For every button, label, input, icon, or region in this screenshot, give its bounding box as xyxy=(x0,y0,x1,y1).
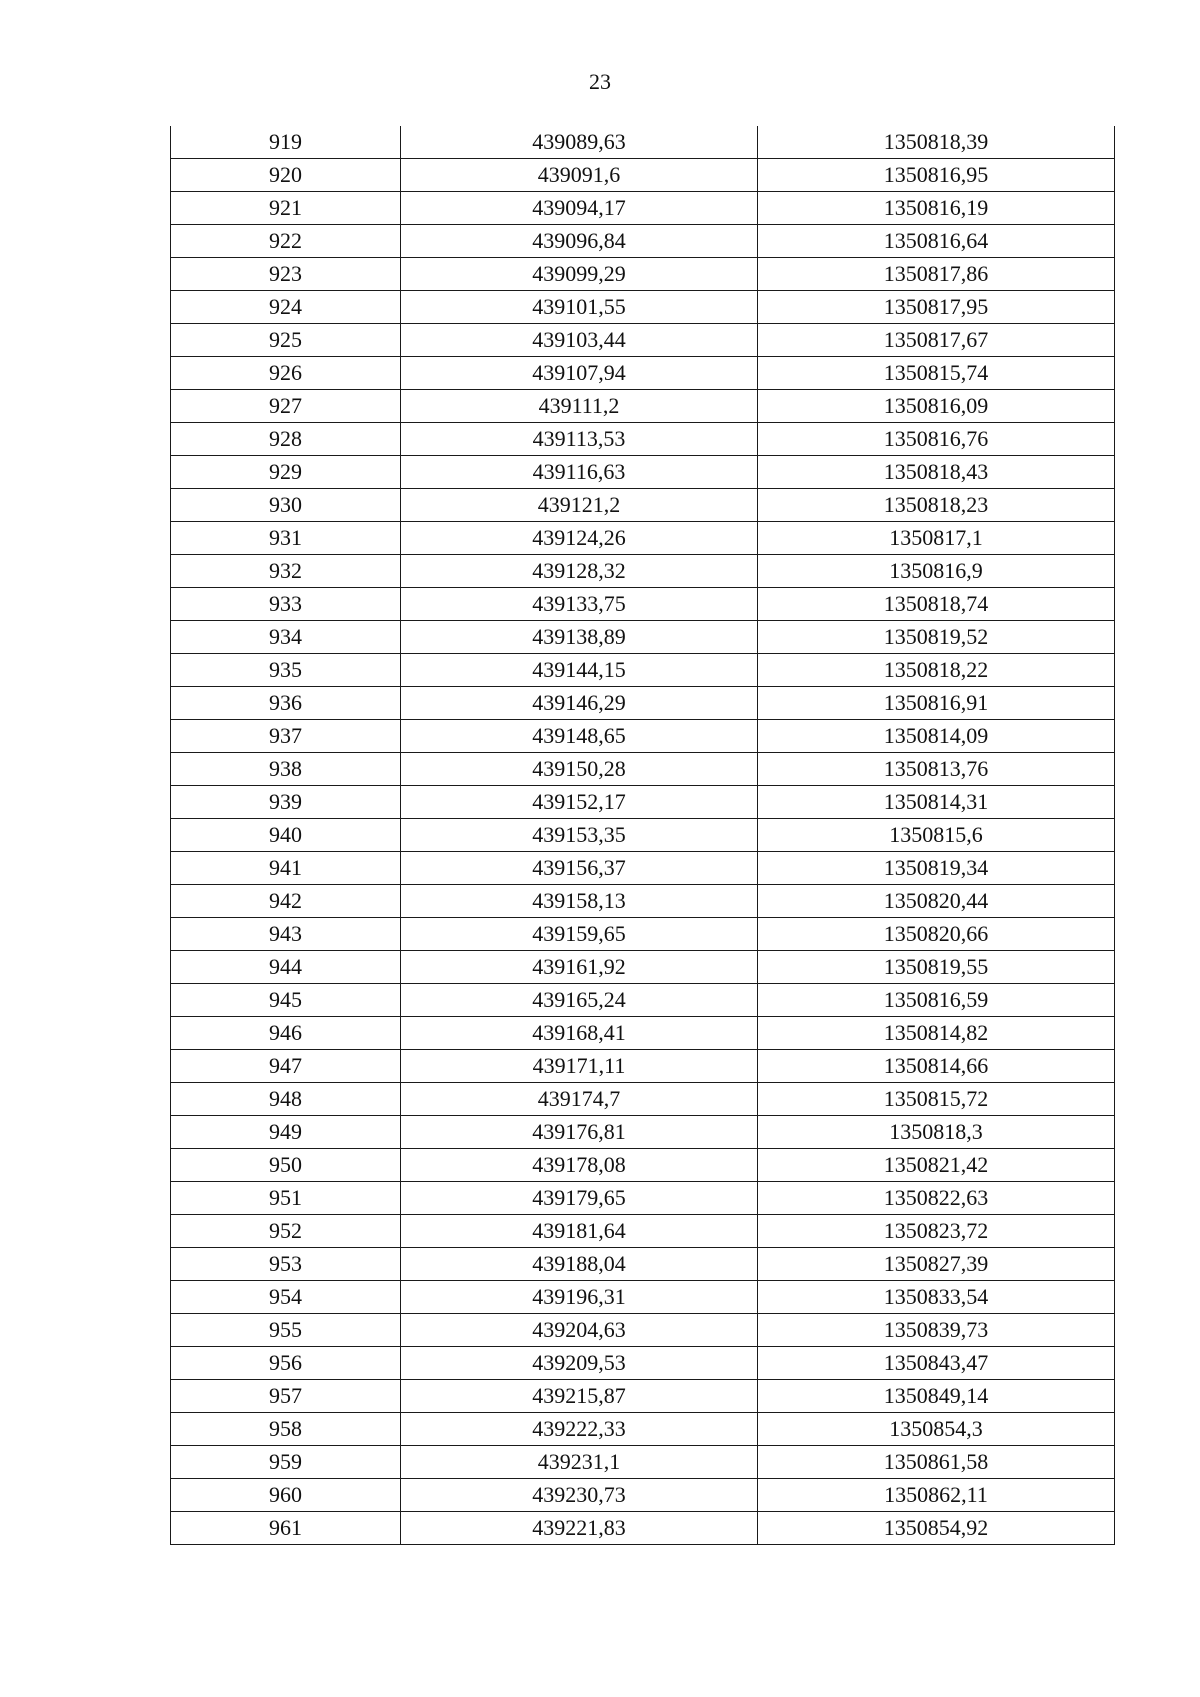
table-row xyxy=(171,192,1115,225)
x-coordinate-cell: 439158,13 xyxy=(401,885,758,918)
y-coordinate-cell: 1350816,09 xyxy=(758,390,1115,423)
coordinates-table xyxy=(170,126,1115,1545)
point-number-cell: 961 xyxy=(171,1512,401,1545)
x-coordinate-cell: 439138,89 xyxy=(401,621,758,654)
table-row xyxy=(171,126,1115,159)
y-coordinate-cell: 1350817,1 xyxy=(758,522,1115,555)
point-number-cell: 955 xyxy=(171,1314,401,1347)
table-row xyxy=(171,1479,1115,1512)
point-number-cell: 959 xyxy=(171,1446,401,1479)
x-coordinate-cell: 439171,11 xyxy=(401,1050,758,1083)
point-number-cell: 931 xyxy=(171,522,401,555)
x-coordinate-cell: 439128,32 xyxy=(401,555,758,588)
point-number-cell: 920 xyxy=(171,159,401,192)
y-coordinate-cell: 1350819,55 xyxy=(758,951,1115,984)
point-number-cell: 956 xyxy=(171,1347,401,1380)
page-number: 23 xyxy=(589,69,611,94)
x-coordinate-cell: 439150,28 xyxy=(401,753,758,786)
table-row xyxy=(171,621,1115,654)
table-row xyxy=(171,819,1115,852)
x-coordinate-cell: 439111,2 xyxy=(401,390,758,423)
y-coordinate-cell: 1350817,86 xyxy=(758,258,1115,291)
y-coordinate-cell: 1350843,47 xyxy=(758,1347,1115,1380)
x-coordinate-cell: 439148,65 xyxy=(401,720,758,753)
y-coordinate-cell: 1350815,6 xyxy=(758,819,1115,852)
table-row xyxy=(171,951,1115,984)
x-coordinate-cell: 439181,64 xyxy=(401,1215,758,1248)
table-row xyxy=(171,687,1115,720)
table-row xyxy=(171,1083,1115,1116)
y-coordinate-cell: 1350818,43 xyxy=(758,456,1115,489)
coordinates-table-body xyxy=(171,126,1115,1545)
y-coordinate-cell: 1350817,95 xyxy=(758,291,1115,324)
point-number-cell: 941 xyxy=(171,852,401,885)
table-row xyxy=(171,258,1115,291)
table-row xyxy=(171,522,1115,555)
table-row xyxy=(171,852,1115,885)
y-coordinate-cell: 1350819,52 xyxy=(758,621,1115,654)
point-number-cell: 948 xyxy=(171,1083,401,1116)
table-row xyxy=(171,1050,1115,1083)
point-number-cell: 937 xyxy=(171,720,401,753)
x-coordinate-cell: 439156,37 xyxy=(401,852,758,885)
x-coordinate-cell: 439089,63 xyxy=(401,126,758,159)
table-row xyxy=(171,1149,1115,1182)
point-number-cell: 945 xyxy=(171,984,401,1017)
table-row xyxy=(171,918,1115,951)
y-coordinate-cell: 1350815,72 xyxy=(758,1083,1115,1116)
point-number-cell: 942 xyxy=(171,885,401,918)
y-coordinate-cell: 1350818,23 xyxy=(758,489,1115,522)
table-row xyxy=(171,588,1115,621)
point-number-cell: 944 xyxy=(171,951,401,984)
point-number-cell: 926 xyxy=(171,357,401,390)
y-coordinate-cell: 1350816,95 xyxy=(758,159,1115,192)
x-coordinate-cell: 439196,31 xyxy=(401,1281,758,1314)
x-coordinate-cell: 439107,94 xyxy=(401,357,758,390)
table-row xyxy=(171,984,1115,1017)
table-row xyxy=(171,1446,1115,1479)
point-number-cell: 933 xyxy=(171,588,401,621)
table-row xyxy=(171,1314,1115,1347)
table-row xyxy=(171,456,1115,489)
point-number-cell: 929 xyxy=(171,456,401,489)
y-coordinate-cell: 1350827,39 xyxy=(758,1248,1115,1281)
y-coordinate-cell: 1350814,82 xyxy=(758,1017,1115,1050)
x-coordinate-cell: 439146,29 xyxy=(401,687,758,720)
table-row xyxy=(171,1248,1115,1281)
point-number-cell: 949 xyxy=(171,1116,401,1149)
point-number-cell: 951 xyxy=(171,1182,401,1215)
point-number-cell: 958 xyxy=(171,1413,401,1446)
point-number-cell: 947 xyxy=(171,1050,401,1083)
x-coordinate-cell: 439091,6 xyxy=(401,159,758,192)
y-coordinate-cell: 1350861,58 xyxy=(758,1446,1115,1479)
table-row xyxy=(171,357,1115,390)
point-number-cell: 922 xyxy=(171,225,401,258)
table-row xyxy=(171,786,1115,819)
point-number-cell: 938 xyxy=(171,753,401,786)
point-number-cell: 932 xyxy=(171,555,401,588)
x-coordinate-cell: 439215,87 xyxy=(401,1380,758,1413)
point-number-cell: 934 xyxy=(171,621,401,654)
point-number-cell: 954 xyxy=(171,1281,401,1314)
table-row xyxy=(171,159,1115,192)
x-coordinate-cell: 439179,65 xyxy=(401,1182,758,1215)
x-coordinate-cell: 439144,15 xyxy=(401,654,758,687)
x-coordinate-cell: 439153,35 xyxy=(401,819,758,852)
table-row xyxy=(171,225,1115,258)
x-coordinate-cell: 439165,24 xyxy=(401,984,758,1017)
x-coordinate-cell: 439204,63 xyxy=(401,1314,758,1347)
x-coordinate-cell: 439230,73 xyxy=(401,1479,758,1512)
point-number-cell: 952 xyxy=(171,1215,401,1248)
table-row xyxy=(171,423,1115,456)
y-coordinate-cell: 1350814,31 xyxy=(758,786,1115,819)
x-coordinate-cell: 439121,2 xyxy=(401,489,758,522)
x-coordinate-cell: 439094,17 xyxy=(401,192,758,225)
table-row xyxy=(171,1347,1115,1380)
x-coordinate-cell: 439231,1 xyxy=(401,1446,758,1479)
y-coordinate-cell: 1350817,67 xyxy=(758,324,1115,357)
point-number-cell: 921 xyxy=(171,192,401,225)
y-coordinate-cell: 1350816,76 xyxy=(758,423,1115,456)
y-coordinate-cell: 1350816,64 xyxy=(758,225,1115,258)
y-coordinate-cell: 1350839,73 xyxy=(758,1314,1115,1347)
y-coordinate-cell: 1350818,22 xyxy=(758,654,1115,687)
y-coordinate-cell: 1350819,34 xyxy=(758,852,1115,885)
point-number-cell: 936 xyxy=(171,687,401,720)
y-coordinate-cell: 1350854,3 xyxy=(758,1413,1115,1446)
x-coordinate-cell: 439099,29 xyxy=(401,258,758,291)
x-coordinate-cell: 439116,63 xyxy=(401,456,758,489)
x-coordinate-cell: 439178,08 xyxy=(401,1149,758,1182)
y-coordinate-cell: 1350815,74 xyxy=(758,357,1115,390)
y-coordinate-cell: 1350862,11 xyxy=(758,1479,1115,1512)
x-coordinate-cell: 439133,75 xyxy=(401,588,758,621)
table-row xyxy=(171,324,1115,357)
y-coordinate-cell: 1350833,54 xyxy=(758,1281,1115,1314)
table-row xyxy=(171,885,1115,918)
point-number-cell: 960 xyxy=(171,1479,401,1512)
table-row xyxy=(171,1512,1115,1545)
x-coordinate-cell: 439096,84 xyxy=(401,225,758,258)
y-coordinate-cell: 1350816,19 xyxy=(758,192,1115,225)
y-coordinate-cell: 1350820,66 xyxy=(758,918,1115,951)
y-coordinate-cell: 1350816,9 xyxy=(758,555,1115,588)
y-coordinate-cell: 1350854,92 xyxy=(758,1512,1115,1545)
x-coordinate-cell: 439168,41 xyxy=(401,1017,758,1050)
table-row xyxy=(171,291,1115,324)
table-row xyxy=(171,555,1115,588)
point-number-cell: 940 xyxy=(171,819,401,852)
point-number-cell: 928 xyxy=(171,423,401,456)
x-coordinate-cell: 439103,44 xyxy=(401,324,758,357)
y-coordinate-cell: 1350823,72 xyxy=(758,1215,1115,1248)
point-number-cell: 923 xyxy=(171,258,401,291)
x-coordinate-cell: 439222,33 xyxy=(401,1413,758,1446)
point-number-cell: 946 xyxy=(171,1017,401,1050)
point-number-cell: 924 xyxy=(171,291,401,324)
table-row xyxy=(171,1116,1115,1149)
table-row xyxy=(171,1017,1115,1050)
table-row xyxy=(171,390,1115,423)
table-row xyxy=(171,1182,1115,1215)
table-row xyxy=(171,753,1115,786)
x-coordinate-cell: 439209,53 xyxy=(401,1347,758,1380)
y-coordinate-cell: 1350816,59 xyxy=(758,984,1115,1017)
y-coordinate-cell: 1350822,63 xyxy=(758,1182,1115,1215)
y-coordinate-cell: 1350814,09 xyxy=(758,720,1115,753)
point-number-cell: 925 xyxy=(171,324,401,357)
point-number-cell: 953 xyxy=(171,1248,401,1281)
x-coordinate-cell: 439174,7 xyxy=(401,1083,758,1116)
x-coordinate-cell: 439124,26 xyxy=(401,522,758,555)
y-coordinate-cell: 1350813,76 xyxy=(758,753,1115,786)
table-row xyxy=(171,1281,1115,1314)
point-number-cell: 919 xyxy=(171,126,401,159)
y-coordinate-cell: 1350820,44 xyxy=(758,885,1115,918)
table-row xyxy=(171,1413,1115,1446)
x-coordinate-cell: 439221,83 xyxy=(401,1512,758,1545)
x-coordinate-cell: 439159,65 xyxy=(401,918,758,951)
y-coordinate-cell: 1350821,42 xyxy=(758,1149,1115,1182)
table-row xyxy=(171,1215,1115,1248)
y-coordinate-cell: 1350818,3 xyxy=(758,1116,1115,1149)
point-number-cell: 943 xyxy=(171,918,401,951)
x-coordinate-cell: 439161,92 xyxy=(401,951,758,984)
y-coordinate-cell: 1350814,66 xyxy=(758,1050,1115,1083)
x-coordinate-cell: 439152,17 xyxy=(401,786,758,819)
y-coordinate-cell: 1350816,91 xyxy=(758,687,1115,720)
y-coordinate-cell: 1350818,39 xyxy=(758,126,1115,159)
y-coordinate-cell: 1350818,74 xyxy=(758,588,1115,621)
table-row xyxy=(171,489,1115,522)
x-coordinate-cell: 439188,04 xyxy=(401,1248,758,1281)
table-row xyxy=(171,654,1115,687)
point-number-cell: 930 xyxy=(171,489,401,522)
point-number-cell: 957 xyxy=(171,1380,401,1413)
point-number-cell: 935 xyxy=(171,654,401,687)
table-row xyxy=(171,1380,1115,1413)
x-coordinate-cell: 439176,81 xyxy=(401,1116,758,1149)
point-number-cell: 950 xyxy=(171,1149,401,1182)
point-number-cell: 939 xyxy=(171,786,401,819)
table-row xyxy=(171,720,1115,753)
x-coordinate-cell: 439101,55 xyxy=(401,291,758,324)
y-coordinate-cell: 1350849,14 xyxy=(758,1380,1115,1413)
x-coordinate-cell: 439113,53 xyxy=(401,423,758,456)
point-number-cell: 927 xyxy=(171,390,401,423)
